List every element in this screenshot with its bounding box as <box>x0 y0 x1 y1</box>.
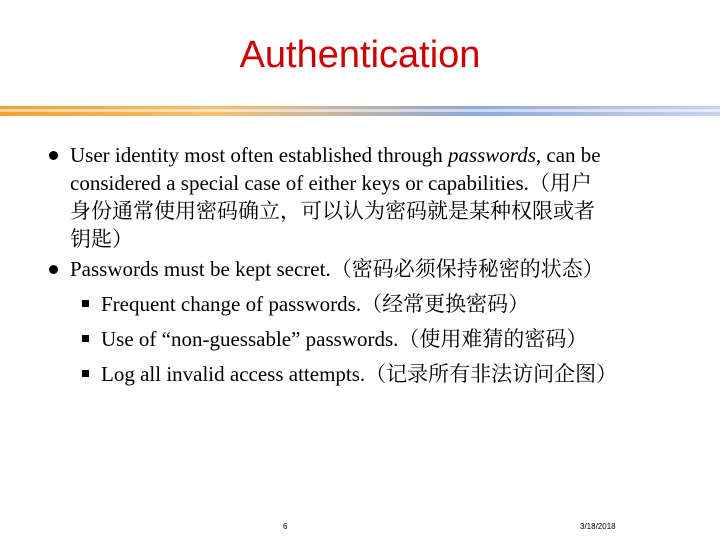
subitem-1: Frequent change of passwords.（经常更换密码） <box>101 292 530 316</box>
bullet-1-line-1 <box>70 141 710 169</box>
bullet-1-text-b: , can be <box>535 143 601 167</box>
footer-date: 3/18/2018 <box>580 522 616 531</box>
bullet-2: Passwords must be kept secret.（密码必须保持秘密的状态） <box>70 257 604 281</box>
slide-title: Authentication <box>239 34 481 76</box>
bullet-1-line-2: considered a special case of either keys or capabilities.（用户 <box>70 171 592 195</box>
square-bullet-icon <box>82 300 89 307</box>
subitem-3: Log all invalid access attempts.（记录所有非法访问企图） <box>101 362 618 386</box>
title-divider <box>0 106 720 116</box>
page-number: 6 <box>283 522 288 531</box>
bullet-1-text-em: passwords <box>447 143 536 167</box>
bullet-1-text-a: User identity most often established through <box>70 143 448 167</box>
subitem-2: Use of “non-guessable” passwords.（使用难猜的密码） <box>101 327 588 351</box>
square-bullet-icon <box>82 335 89 342</box>
square-bullet-icon <box>82 370 89 377</box>
bullet-1-line-3: 身份通常使用密码确立，可以认为密码就是某种权限或者 <box>70 199 595 223</box>
bullet-1-line-4: 钥匙） <box>70 227 133 251</box>
bullet-dot-icon <box>49 265 58 274</box>
bullet-dot-icon <box>49 151 58 160</box>
